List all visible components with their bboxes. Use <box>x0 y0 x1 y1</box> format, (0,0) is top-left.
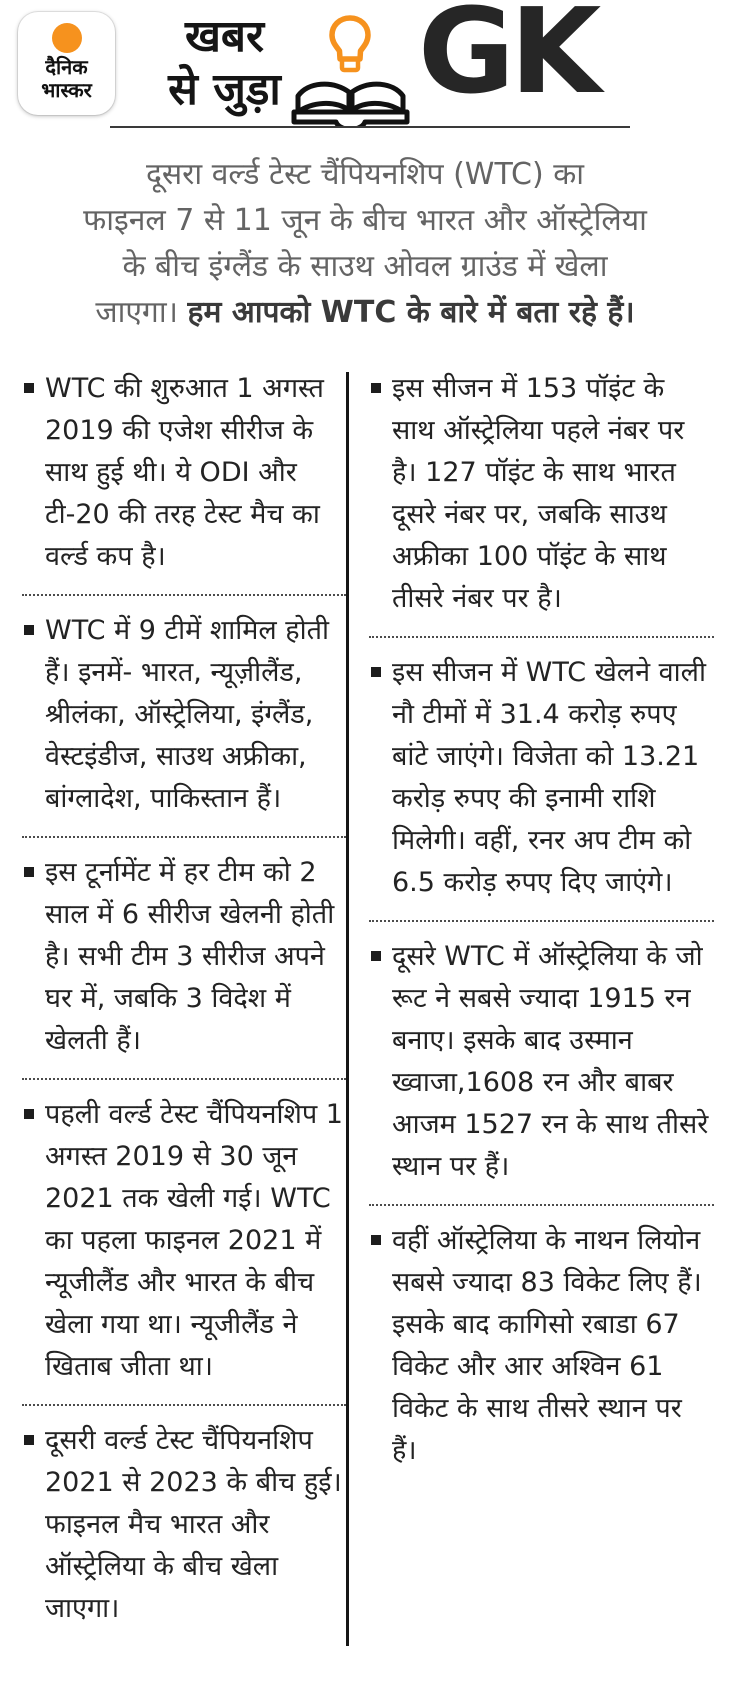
list-item-text: दूसरे WTC में ऑस्ट्रेलिया के जो रूट ने सबसे ज्यादा 1915 रन बनाए। इसके बाद उस्मान ख्वाजा,1608 रन और बाबर आजम 1527 रन के साथ तीसरे स्थान पर हैं। <box>392 941 709 1182</box>
header-rule <box>110 126 630 128</box>
intro-line: जाएगा। हम आपको WTC के बारे में बता रहे हैं। <box>95 295 635 330</box>
intro-bold-text: हम आपको WTC के बारे में बता रहे हैं। <box>187 295 635 330</box>
open-book-icon <box>288 70 413 126</box>
list-item-text: WTC में 9 टीमें शामिल होती हैं। इनमें- भारत, न्यूज़ीलैंड, श्रीलंका, ऑस्ट्रेलिया, इंग्लैंड, वेस्टइंडीज, साउथ अफ्रीका, बांग्लादेश, पाकिस्तान हैं। <box>45 615 329 814</box>
right-column <box>349 362 714 1646</box>
tagline: खबर से जुड़ा <box>168 11 281 115</box>
lightbulb-icon <box>326 14 374 76</box>
list-item-text: दूसरी वर्ल्ड टेस्ट चैंपियनशिप 2021 से 2023 के बीच हुई। फाइनल मैच भारत और ऑस्ट्रेलिया के बीच खेला जाएगा। <box>45 1425 342 1624</box>
bullet-square-icon <box>371 667 381 677</box>
list-item <box>22 1406 346 1646</box>
bullet-square-icon <box>371 951 381 961</box>
list-item <box>369 922 714 1206</box>
left-column <box>22 362 346 1646</box>
idea-book-illustration <box>288 12 413 124</box>
list-item <box>22 596 346 838</box>
bullet-square-icon <box>371 1235 381 1245</box>
list-item <box>369 362 714 638</box>
bullet-square-icon <box>24 625 34 635</box>
header <box>0 0 730 130</box>
bullet-square-icon <box>24 1435 34 1445</box>
dainik-bhaskar-logo <box>18 12 115 115</box>
list-item-text: इस टूर्नामेंट में हर टीम को 2 साल में 6 सीरीज खेलनी होती है। सभी टीम 3 सीरीज अपने घर में, जबकि 3 विदेश में खेलती हैं। <box>45 857 335 1056</box>
facts-columns <box>22 362 714 1646</box>
list-item <box>22 1080 346 1406</box>
bullet-square-icon <box>371 383 381 393</box>
list-item <box>369 638 714 922</box>
intro-line: के बीच इंग्लैंड के साउथ ओवल ग्राउंड में खेला <box>122 249 608 284</box>
logo-text: दैनिक भास्कर <box>41 55 92 102</box>
page-title: GK <box>418 0 597 120</box>
list-item-text: इस सीजन में WTC खेलने वाली नौ टीमों में 31.4 करोड़ रुपए बांटे जाएंगे। विजेता को 13.21 करोड़ रुपए की इनामी राशि मिलेगी। वहीं, रनर अप टीम को 6.5 करोड़ रुपए दिए जाएंगे। <box>392 657 706 898</box>
intro-line: दूसरा वर्ल्ड टेस्ट चैंपियनशिप (WTC) का <box>145 157 585 192</box>
list-item-text: वहीं ऑस्ट्रेलिया के नाथन लियोन सबसे ज्यादा 83 विकेट लिए हैं। इसके बाद कागिसो रबाडा 67 विकेट और आर अश्विन 61 विकेट के साथ तीसरे स्थान पर हैं। <box>392 1225 702 1466</box>
list-item <box>369 1206 714 1488</box>
bullet-square-icon <box>24 383 34 393</box>
intro-line: फाइनल 7 से 11 जून के बीच भारत और ऑस्ट्रेलिया <box>83 203 647 238</box>
list-item <box>22 838 346 1080</box>
bullet-square-icon <box>24 867 34 877</box>
list-item-text: पहली वर्ल्ड टेस्ट चैंपियनशिप 1 अगस्त 2019 से 30 जून 2021 तक खेली गई। WTC का पहला फाइनल 2021 में न्यूजीलैंड और भारत के बीच खेला गया था। न्यूजीलैंड ने खिताब जीता था। <box>45 1099 343 1382</box>
bullet-square-icon <box>24 1109 34 1119</box>
list-item-text: WTC की शुरुआत 1 अगस्त 2019 की एजेश सीरीज के साथ हुई थी। ये ODI और टी-20 की तरह टेस्ट मैच का वर्ल्ड कप है। <box>45 373 324 572</box>
list-item <box>22 362 346 596</box>
intro-paragraph <box>41 152 689 336</box>
sun-icon <box>52 23 82 53</box>
list-item-text: इस सीजन में 153 पॉइंट के साथ ऑस्ट्रेलिया पहले नंबर पर है। 127 पॉइंट के साथ भारत दूसरे नंबर पर, जबकि साउथ अफ्रीका 100 पॉइंट के साथ तीसरे नंबर पर है। <box>392 373 685 614</box>
